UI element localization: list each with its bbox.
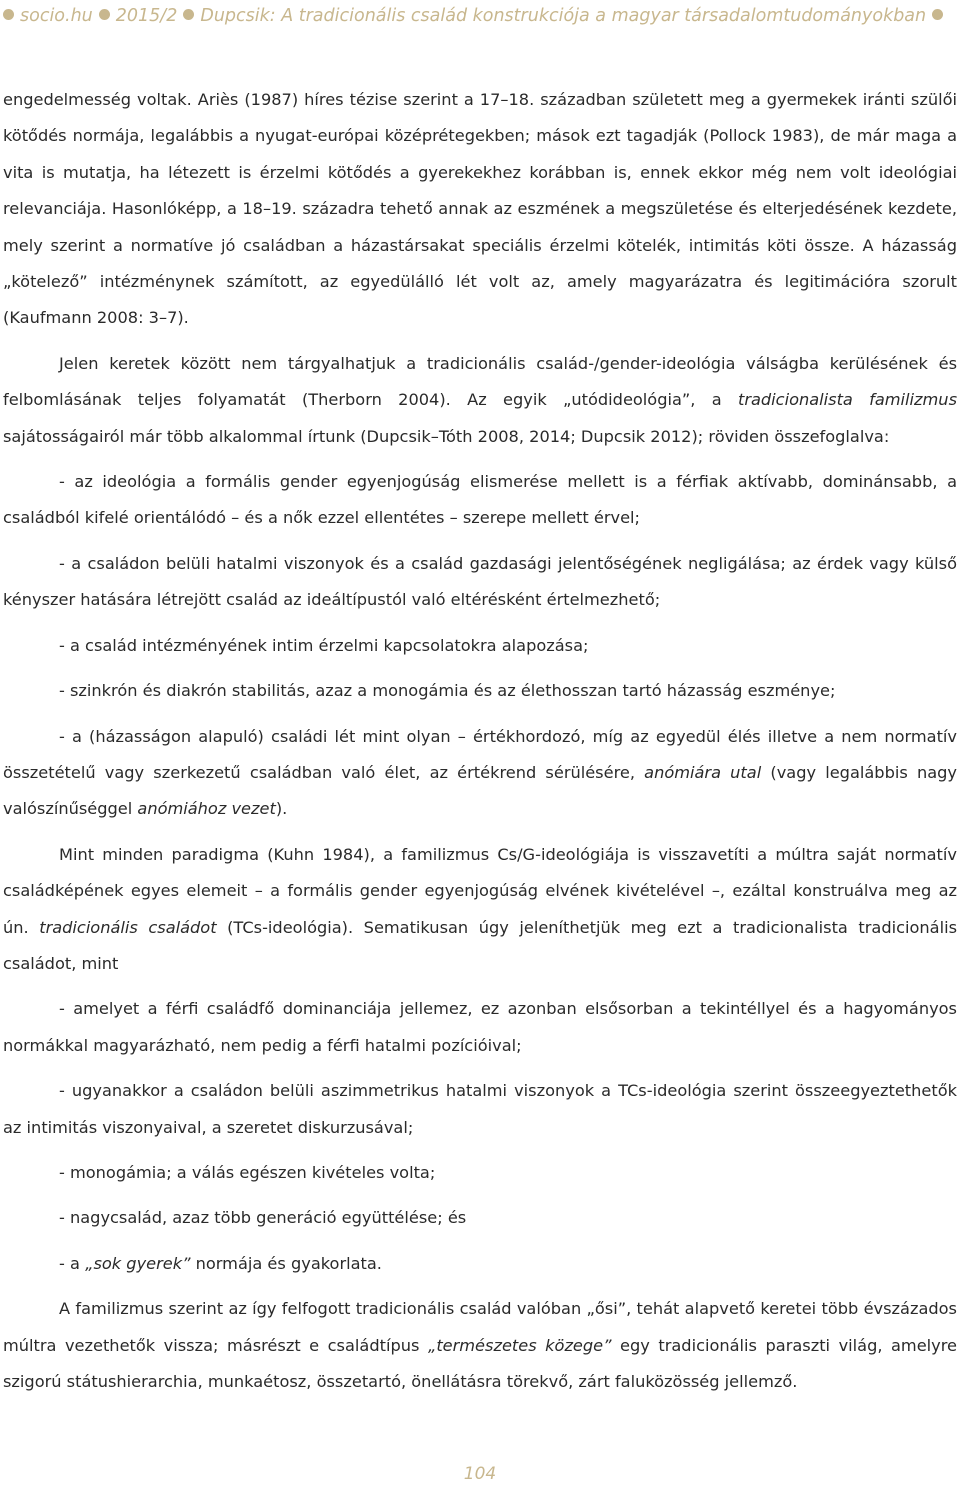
list-item: - a család intézményének intim érzelmi kapcsolatokra alapozása;: [59, 635, 589, 655]
bullet-dot-icon: [183, 9, 194, 20]
page-number: 104: [463, 1464, 497, 1484]
emphasis-term: „sok gyerek”: [85, 1253, 191, 1273]
header-site: socio.hu: [20, 6, 93, 26]
paragraph-2: Jelen keretek között nem tárgyalhatjuk a tradicionális család-/gender-ideológia válságba kerülésének és felbomlásának teljes folyamatát (Therborn 2004). Az egyik „utódideológia”, a tradicionalista familizmus sajátosságairól már több alkalommal írtunk (Dupcsik–Tóth 2008, 2014; Dupcsik 2012); röviden összefoglalva:: [3, 353, 958, 446]
paragraph-3: Mint minden paradigma (Kuhn 1984), a familizmus Cs/G-ideológiája is visszavetíti a múltra saját normatív családképének egyes elemeit – a formális gender egyenjogúság elvének kivételével –, ezáltal konstruálva meg az ún. tradicionális családot (TCs-ideológia). Sematikusan úgy jeleníthetjük meg ezt a tradicionalista tradicionális családot, mint: [3, 844, 958, 973]
list-item: - ugyanakkor a családon belüli aszimmetrikus hatalmi viszonyok a TCs-ideológia szerint összeegyeztethetők az intimitás viszonyaival, a szeretet diskurzusával;: [3, 1081, 957, 1137]
emphasis-term: „természetes közege”: [427, 1335, 612, 1355]
list-item: - a családon belüli hatalmi viszonyok és a család gazdasági jelentőségének negligálása; az érdek vagy külső kényszer hatására létrejött család az ideáltípustól való eltérésként értelmezhető;: [3, 553, 957, 610]
bullet-dot-icon: [3, 9, 14, 20]
paragraph-1: engedelmesség voltak. Ariès (1987) híres tézise szerint a 17–18. században született meg a gyermekek iránti szülői kötődés normája, legalábbis a nyugat-európai középrétegekben; mások ezt tagadják (Pollock 1983), de már maga a vita is mutatja, ha létezett is érzelmi kötődés a gyerekekhez korábban is, ennek ekkor még nem volt ideológiai relevanciája. Hasonlóképp, a 18–19. századra tehető annak az eszmének a megszületése és elterjedésének kezdete, mely szerint a normatíve jó családban a házastársakat speciális érzelmi kötelék, intimitás köti össze. A házasság „kötelező” intézménynek számított, az egyedülálló lét volt az, amely magyarázatra és legitimációra szorult (Kaufmann 2008: 3–7).: [3, 90, 957, 328]
list-item: - monogámia; a válás egészen kivételes volta;: [59, 1162, 436, 1182]
list-item: - az ideológia a formális gender egyenjogúság elismerése mellett is a férfiak aktívabb, dominánsabb, a családból kifelé orientálódó – és a nők ezzel ellentétes – szerepe mellett érvel;: [3, 472, 957, 528]
running-header: [0, 4, 960, 28]
list-item: - a (házasságon alapuló) családi lét mint olyan – értékhordozó, míg az egyedül élés illetve a nem normatív összetételű vagy szerkezetű családban való élet, az értékrend sérülésére, anómiára utal (vagy legalábbis nagy valószínűséggel anómiához vezet).: [3, 726, 957, 819]
emphasis-term: anómiára utal: [644, 762, 762, 782]
list-item: - amelyet a férfi családfő dominanciája jellemez, ez azonban elsősorban a tekintéllyel és a hagyományos normákkal magyarázható, nem pedig a férfi hatalmi pozícióival;: [3, 999, 957, 1055]
emphasis-term: anómiához vezet: [137, 799, 276, 819]
emphasis-term: tradicionális családot: [39, 917, 217, 937]
article-body: [3, 82, 957, 1400]
header-issue: 2015/2: [115, 6, 178, 26]
bullet-dot-icon: [932, 9, 943, 20]
paragraph-4: A familizmus szerint az így felfogott tradicionális család valóban „ősi”, tehát alapvető keretei több évszázados múltra vezethetők vissza; másrészt e családtípus „természetes közege” egy tradicionális paraszti világ, amelyre szigorú státushierarchia, munkaétosz, összetartó, önellátásra törekvő, zárt faluközösség jellemző.: [3, 1299, 957, 1391]
list-item: - a „sok gyerek” normája és gyakorlata.: [59, 1253, 382, 1273]
list-item: - szinkrón és diakrón stabilitás, azaz a monogámia és az élethosszan tartó házasság eszménye;: [59, 681, 836, 701]
header-article-title: Dupcsik: A tradicionális család konstrukciója a magyar társadalomtudományokban: [200, 6, 927, 26]
bullet-dot-icon: [99, 9, 110, 20]
list-item: - nagycsalád, azaz több generáció együttélése; és: [59, 1208, 467, 1228]
emphasis-term: tradicionalista familizmus: [737, 390, 958, 410]
